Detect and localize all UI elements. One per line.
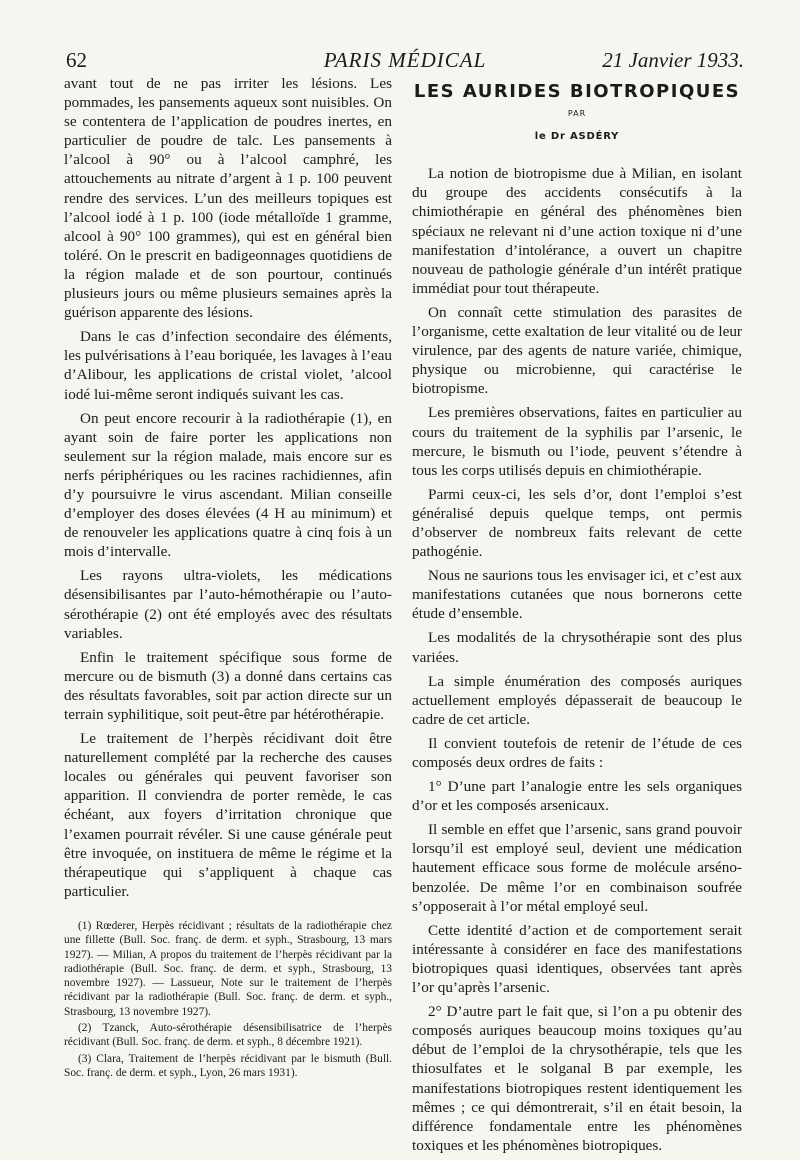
paragraph: 2° D’autre part le fait que, si l’on a pu obtenir des composés auriques beaucoup moins toxiques qu’au début de l’emploi de la chrysothérapie, tels que les thiosulfates et le solganal B par exemple, les manifestations biotropiques restent identiquement les mêmes ; ce qui démontrerait, s’il en était besoin, la différence fondamentale entre les phénomènes toxiques et les phénomènes biotropiques.: [412, 1003, 742, 1154]
paragraph: 1° D’une part l’analogie entre les sels organiques d’or et les composés arsenicaux.: [412, 778, 742, 815]
paragraph: On peut encore recourir à la radiothérapie (1), en ayant soin de faire porter les applications non seulement sur la région malade, mais encore sur es nerfs périphériques ou les racines rachidiennes, afin d’y poursuivre le virus ascendant. Milian conseille d’employer des doses élevées (4 H au minimum) et de renouveler les applications quatre à cinq fois à un mois d’intervalle.: [64, 409, 392, 561]
paragraph: Parmi ceux-ci, les sels d’or, dont l’emploi s’est généralisé depuis quelque temps, ont permis d’observer de nombreux faits relevant de cette pathogénie.: [412, 485, 742, 561]
paragraph: Le traitement de l’herpès récidivant doit être naturellement complété par la recherche des causes locales ou générales qui peuvent favoriser son apparition. Il conviendra de porter remède, le cas échéant, aux foyers d’irritation chronique que l’examen pourrait révéler. Si une cause générale peut être invoquée, on instituera de même le régime et la thérapeutique qui s’appliquent à chaque cas particulier.: [64, 730, 392, 900]
article-author: le Dr ASDÉRY: [534, 131, 620, 143]
article-title: LES AURIDES BIOTROPIQUES: [413, 81, 741, 102]
paragraph: Dans le cas d’infection secondaire des éléments, les pulvérisations à l’eau boriquée, les lavages à l’eau d’Alibour, les applications de cristal violet, ’alcool iodé lui-même seront indiqués suivant les cas.: [64, 328, 392, 403]
paragraph: Les rayons ultra-violets, les médications désensibilisantes par l’auto-hémothérapie ou l’auto-sérothérapie (2) ont été employés avec des résultats variables.: [64, 567, 392, 642]
right-column: [412, 74, 742, 1160]
paragraph: On connaît cette stimulation des parasites de l’organisme, cette exaltation de leur vitalité ou de leur virulence, par des agents de nature variée, chimique, physique ou microbienne, qui caractérise le biotropisme.: [412, 303, 742, 398]
paragraph: Les premières observations, faites en particulier au cours du traitement de la syphilis par l’arsenic, le mercure, le bismuth ou l’iode, peuvent s’étendre à tous les corps utilisés depuis en chimiothérapie.: [412, 404, 742, 479]
footnote: (2) Tzanck, Auto-sérothérapie désensibilisatrice de l’herpès récidivant (Bull. Soc. franç. de derm. et syph., 8 décembre 1921).: [64, 1022, 392, 1049]
paragraph: La notion de biotropisme due à Milian, en isolant du groupe des accidents consécutifs à la chimiothérapie en général des phénomènes bien spéciaux ne relevant ni d’une action toxique ni d’une manifestation d’intolérance, a ouvert un chapitre nouveau de pathologie générale d’un intérêt pratique immédiat pour tout thérapeute.: [412, 165, 742, 297]
footnote: (1) Rœderer, Herpès récidivant ; résultats de la radiothérapie chez une fillette (Bull. Soc. franç. de derm. et syph., Strasbourg, 13 mars 1927). — Milian, A propos du traitement de l’herpès récidivant par la radiothérapie (Bull. Soc. franç. de derm. et syph., Strasbourg, 13 novembre 1927). — Lassueur, Note sur le traitement de l’herpès récidivant par la radiothérapie (Bull. Soc. franç. de derm. et syph., Strasbourg, 13 novembre 1927).: [64, 919, 392, 1018]
byline-par: PAR: [567, 109, 587, 119]
journal-title: PARIS MÉDICAL: [323, 48, 487, 72]
paragraph: avant tout de ne pas irriter les lésions. Les pommades, les pansements aqueux sont nuisibles. On se contentera de l’application de poudres inertes, en particulier de poudre de talc. Les pansements à l’alcool à 90° ou à l’alcool camphré, les attouchements au nitrate d’argent à 1 p. 100 peuvent rendre des services. L’un des meilleurs topiques est l’alcool iodé à 1 p. 100 (iode métalloïde 1 gramme, alcool à 90° 100 grammes), qui est en général bien toléré. On le prescrit en badigeonnages quotidiens de la région malade et de son pourtour, continués plusieurs jours ou même plusieurs semaines après la guérison apparente des lésions.: [64, 75, 392, 322]
issue-date: 21 Janvier 1933.: [602, 48, 744, 72]
footnotes: [64, 919, 392, 1080]
paragraph: Nous ne saurions tous les envisager ici, et c’est aux manifestations cutanées que nous bornerons cette étude d’ensemble.: [412, 567, 742, 623]
paragraph: Enfin le traitement spécifique sous forme de mercure ou de bismuth (3) a donné dans certains cas des résultats favorables, soit par action directe sur un terrain syphilitique, soit peut-être par hétérothérapie.: [64, 648, 392, 723]
paragraph: Il convient toutefois de retenir de l’étude de ces composés deux ordres de faits :: [412, 734, 742, 771]
footnote: (3) Clara, Traitement de l’herpès récidivant par le bismuth (Bull. Soc. franç. de derm. et syph., Lyon, 26 mars 1931).: [64, 1052, 392, 1079]
left-column: [64, 74, 392, 1082]
paragraph: La simple énumération des composés auriques actuellement employés dépasserait de beaucoup le cadre de cet article.: [412, 672, 742, 728]
paragraph: Cette identité d’action et de comportement serait intéressante à considérer en face des manifestations biotropiques quasi identiques, observées tant après l’or qu’après l’arsenic.: [412, 921, 742, 997]
running-header: [66, 44, 744, 74]
page-number: 62: [66, 48, 87, 72]
paragraph: Il semble en effet que l’arsenic, sans grand pouvoir lorsqu’il est employé seul, devient une médication hautement efficace sous forme de molécule arséno-benzolée. De même l’or en combinaison soufrée s’opposerait à l’or métal employé seul.: [412, 821, 742, 915]
paragraph: Les modalités de la chrysothérapie sont des plus variées.: [412, 629, 742, 666]
